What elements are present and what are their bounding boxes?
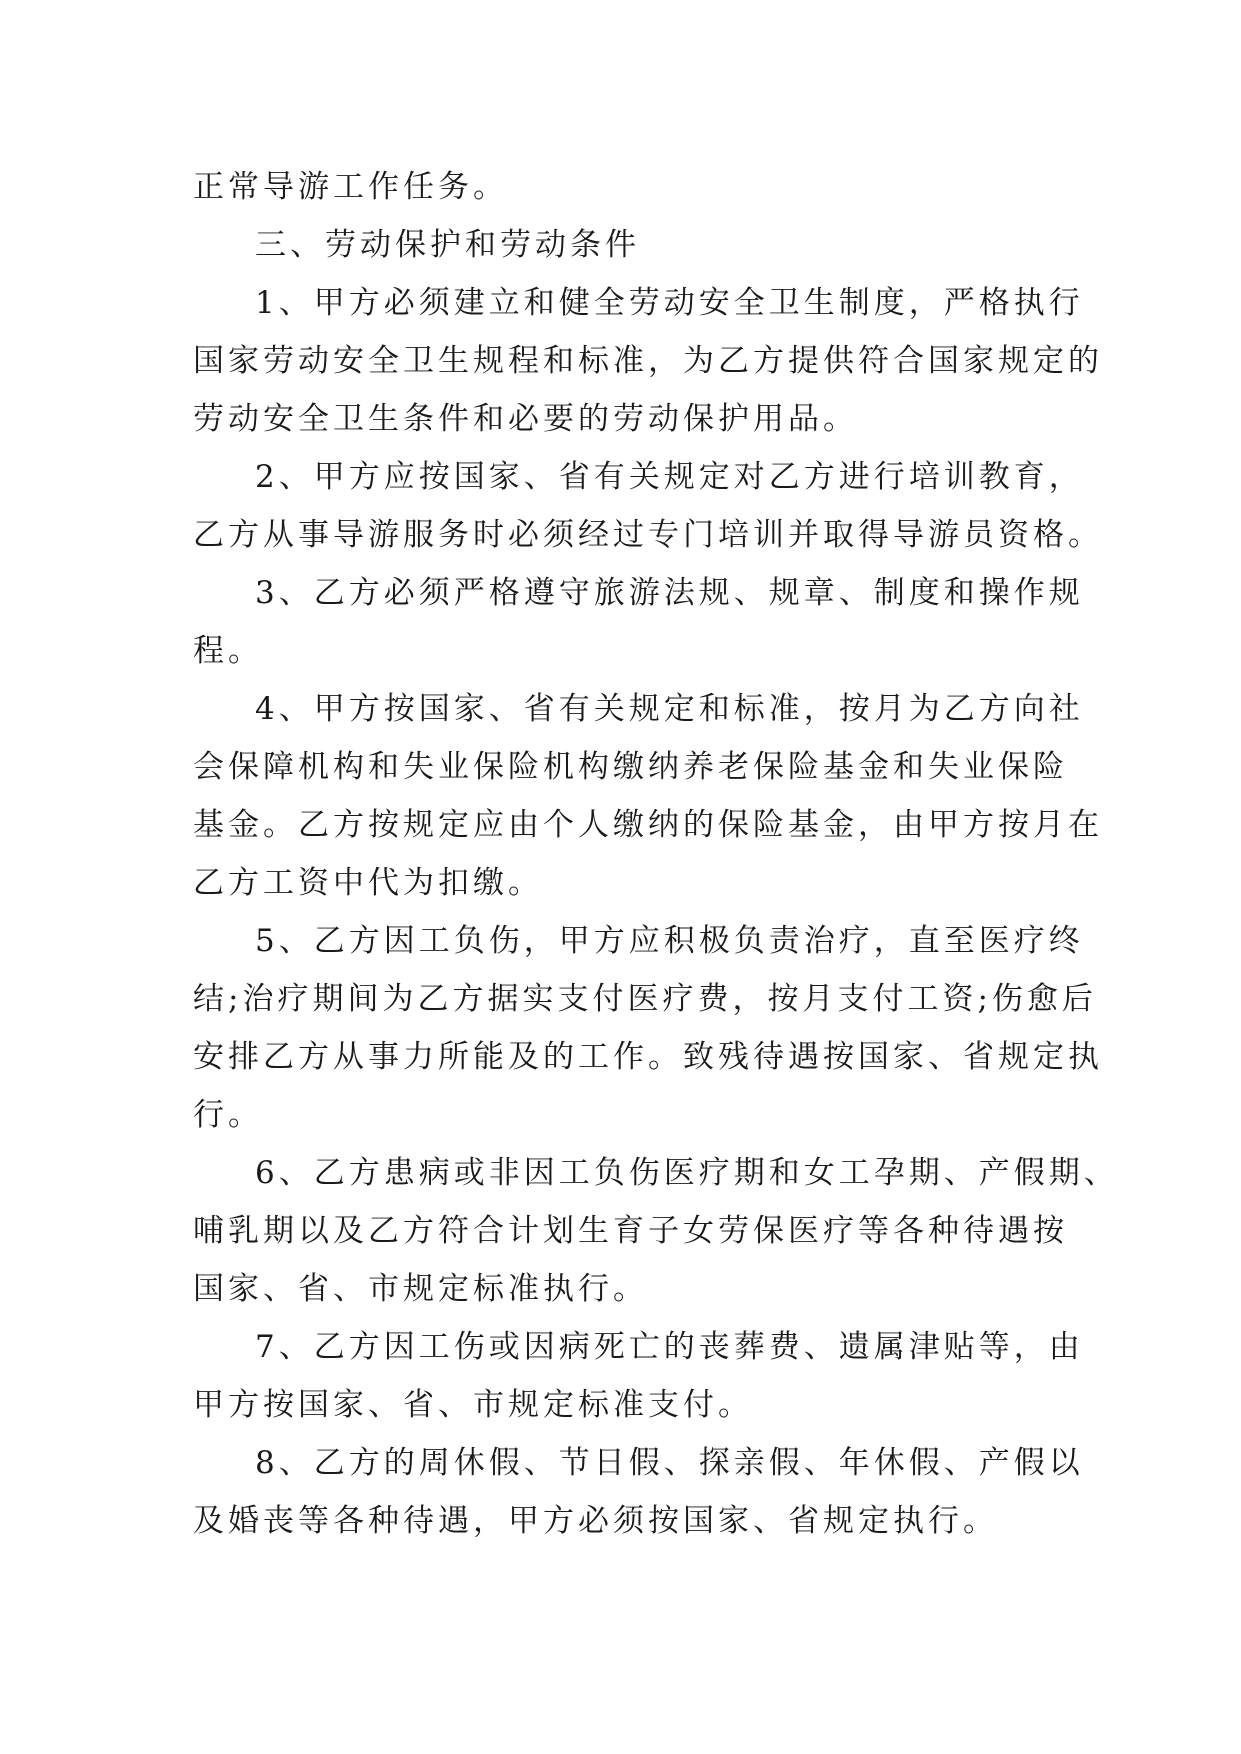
text-line: 结;治疗期间为乙方据实支付医疗费，按月支付工资;伤愈后 (193, 981, 1097, 1017)
text-line: 程。 (193, 633, 263, 669)
paragraph-line: 5、乙方因工负伤，甲方应积极负责治疗，直至医疗终 (255, 923, 1084, 959)
paragraph-line: 8、乙方的周休假、节日假、探亲假、年休假、产假以 (255, 1445, 1084, 1481)
text-line: 基金。乙方按规定应由个人缴纳的保险基金，由甲方按月在 (193, 807, 1103, 843)
paragraph-line: 4、甲方按国家、省有关规定和标准，按月为乙方向社 (255, 691, 1084, 727)
text-line: 国家劳动安全卫生规程和标准，为乙方提供符合国家规定的 (193, 343, 1103, 379)
paragraph-line: 2、甲方应按国家、省有关规定对乙方进行培训教育， (255, 459, 1084, 495)
text-line: 及婚丧等各种待遇，甲方必须按国家、省规定执行。 (193, 1503, 998, 1539)
section-heading: 三、劳动保护和劳动条件 (255, 227, 640, 263)
text-line: 安排乙方从事力所能及的工作。致残待遇按国家、省规定执 (193, 1039, 1103, 1075)
text-line: 乙方从事导游服务时必须经过专门培训并取得导游员资格。 (193, 517, 1103, 553)
paragraph-line: 1、甲方必须建立和健全劳动安全卫生制度，严格执行 (255, 285, 1084, 321)
paragraph-line: 6、乙方患病或非因工负伤医疗期和女工孕期、产假期、 (255, 1155, 1119, 1191)
text-line: 劳动安全卫生条件和必要的劳动保护用品。 (193, 401, 858, 437)
text-line: 正常导游工作任务。 (193, 169, 508, 205)
text-line: 行。 (193, 1097, 263, 1133)
paragraph-line: 7、乙方因工伤或因病死亡的丧葬费、遗属津贴等，由 (255, 1329, 1084, 1365)
text-line: 甲方按国家、省、市规定标准支付。 (193, 1387, 753, 1423)
text-line: 哺乳期以及乙方符合计划生育子女劳保医疗等各种待遇按 (193, 1213, 1068, 1249)
text-line: 国家、省、市规定标准执行。 (193, 1271, 648, 1307)
text-line: 乙方工资中代为扣缴。 (193, 865, 543, 901)
paragraph-line: 3、乙方必须严格遵守旅游法规、规章、制度和操作规 (255, 575, 1084, 611)
text-line: 会保障机构和失业保险机构缴纳养老保险基金和失业保险 (193, 749, 1068, 785)
document-body (193, 158, 1119, 1550)
